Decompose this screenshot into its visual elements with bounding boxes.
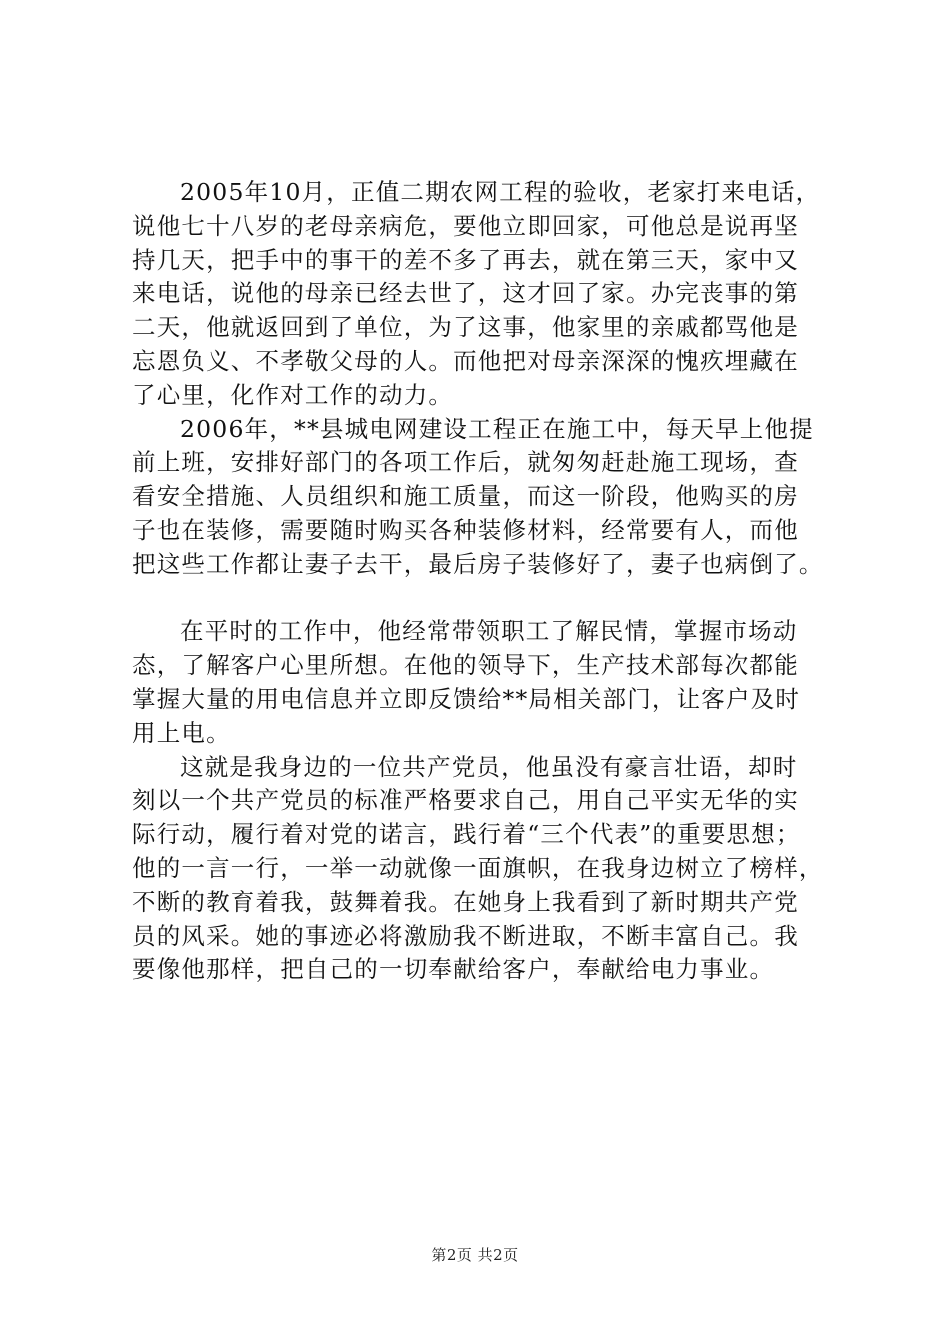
document-body bbox=[132, 176, 852, 987]
paragraph-line: 2005年10月，正值二期农网工程的验收，老家打来电话， bbox=[180, 178, 821, 206]
paragraph-line: 这就是我身边的一位共产党员，他虽没有豪言壮语，却时 bbox=[180, 752, 798, 781]
paragraph-spacer bbox=[132, 582, 852, 616]
paragraph-line: 看安全措施、人员组织和施工质量，而这一阶段，他购买的房 bbox=[132, 482, 799, 511]
paragraph-line: 了心里，化作对工作的动力。 bbox=[132, 380, 454, 409]
paragraph-line: 持几天，把手中的事干的差不多了再去，就在第三天，家中又 bbox=[132, 245, 799, 274]
paragraph-2 bbox=[132, 413, 852, 582]
paragraph-line: 刻以一个共产党员的标准严格要求自己，用自己平实无华的实 bbox=[132, 786, 799, 815]
paragraph-line: 不断的教育着我，鼓舞着我。在她身上我看到了新时期共产党 bbox=[132, 887, 799, 916]
paragraph-line: 二天，他就返回到了单位，为了这事，他家里的亲戚都骂他是 bbox=[132, 313, 799, 342]
paragraph-line: 要像他那样，把自己的一切奉献给客户，奉献给电力事业。 bbox=[132, 955, 775, 984]
paragraph-line: 他的一言一行，一举一动就像一面旗帜，在我身边树立了榜样， bbox=[132, 853, 824, 882]
paragraph-line: 2006年，**县城电网建设工程正在施工中，每天早上他提 bbox=[180, 414, 814, 443]
paragraph-line: 态，了解客户心里所想。在他的领导下，生产技术部每次都能 bbox=[132, 651, 799, 680]
paragraph-line: 来电话，说他的母亲已经去世了，这才回了家。办完丧事的第 bbox=[132, 279, 799, 308]
paragraph-line: 子也在装修，需要随时购买各种装修材料，经常要有人，而他 bbox=[132, 515, 799, 544]
paragraph-line: 忘恩负义、不孝敬父母的人。而他把对母亲深深的愧疚埋藏在 bbox=[132, 346, 799, 375]
paragraph-line: 把这些工作都让妻子去干，最后房子装修好了，妻子也病倒了。 bbox=[132, 549, 824, 578]
paragraph-line: 在平时的工作中，他经常带领职工了解民情，掌握市场动 bbox=[180, 617, 798, 646]
paragraph-line: 员的风采。她的事迹必将激励我不断进取，不断丰富自己。我 bbox=[132, 921, 799, 950]
paragraph-line: 际行动，履行着对党的诺言，践行着“三个代表”的重要思想； bbox=[132, 820, 801, 849]
page-number-footer: 第2页 共2页 bbox=[431, 1246, 519, 1264]
paragraph-line: 掌握大量的用电信息并立即反馈给**局相关部门，让客户及时 bbox=[132, 684, 801, 713]
paragraph-3 bbox=[132, 615, 852, 750]
paragraph-line: 说他七十八岁的老母亲病危，要他立即回家，可他总是说再坚 bbox=[132, 211, 799, 240]
paragraph-1 bbox=[132, 176, 852, 413]
paragraph-line: 前上班，安排好部门的各项工作后，就匆匆赶赴施工现场，查 bbox=[132, 448, 799, 477]
paragraph-line: 用上电。 bbox=[132, 718, 231, 747]
paragraph-4 bbox=[132, 751, 852, 988]
